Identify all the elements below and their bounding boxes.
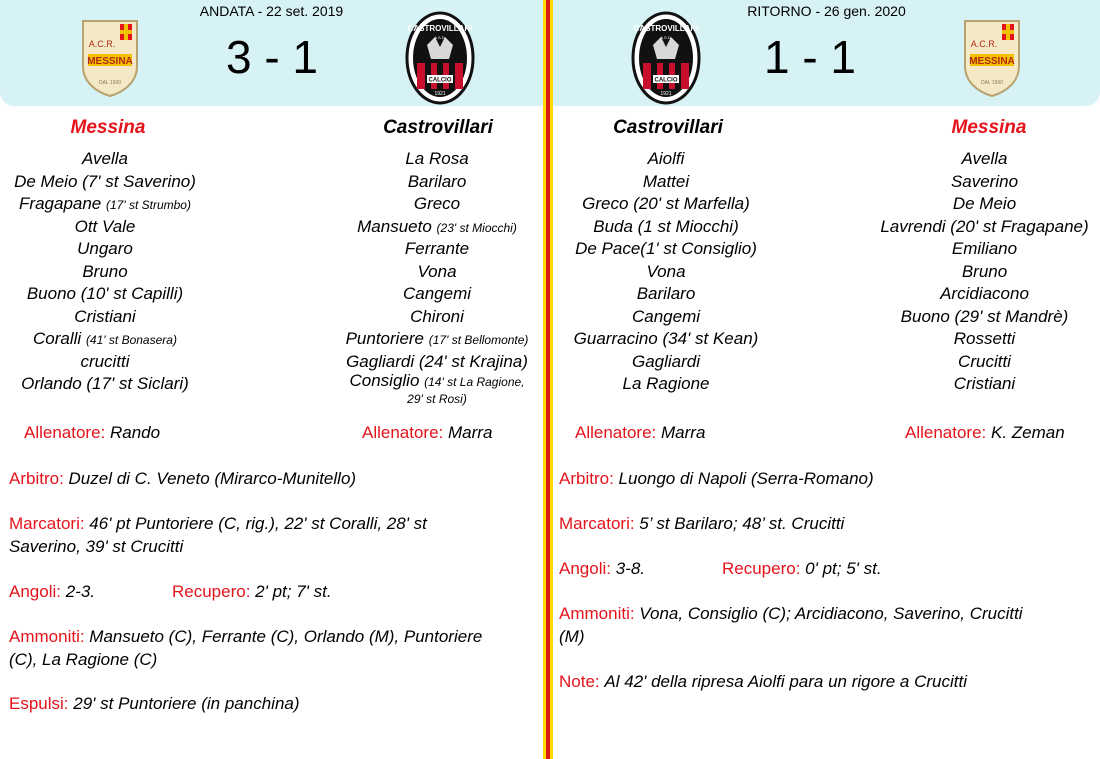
svg-text:1921: 1921 bbox=[434, 91, 446, 97]
player-item: Arcidiacono bbox=[940, 284, 1029, 303]
player-item: Barilaro bbox=[407, 171, 467, 191]
player-item: Ott Vale bbox=[74, 216, 136, 236]
messina-logo-icon bbox=[80, 18, 140, 98]
andata-away-lineup bbox=[326, 148, 548, 407]
ritorno-away-team-name: Messina bbox=[951, 117, 1027, 138]
andata-arbitro: Arbitro: Duzel di C. Veneto (Mirarco-Munitello) bbox=[9, 469, 357, 488]
svg-text:A.C.R.: A.C.R. bbox=[970, 39, 998, 49]
player-item: Buda (1 st Miocchi) bbox=[593, 216, 739, 236]
ritorno-home-coach bbox=[575, 423, 705, 443]
player-item: Orlando (17' st Siclari) bbox=[21, 374, 189, 393]
substitution-note: (41' st Bonasera) bbox=[85, 333, 177, 347]
player-item: Rossetti bbox=[953, 329, 1016, 348]
coach-name: Marra bbox=[448, 423, 493, 442]
player-item: Buono (29' st Mandrè) bbox=[900, 306, 1069, 326]
player-item: Cristiani bbox=[953, 374, 1016, 393]
svg-text:CALCIO: CALCIO bbox=[654, 77, 678, 84]
andata-recupero: Recupero: 2' pt; 7' st. bbox=[172, 582, 332, 601]
svg-text:A.S.D.: A.S.D. bbox=[660, 35, 672, 40]
substitution-note: (23' st Miocchi) bbox=[436, 220, 517, 235]
ritorno-home-lineup bbox=[553, 148, 779, 396]
player-item: Aiolfi bbox=[647, 149, 685, 168]
player-item: Cangemi bbox=[402, 284, 472, 303]
andata-title: ANDATA - 22 set. 2019 bbox=[199, 3, 344, 19]
substitution-note: (17' st Bellomonte) bbox=[428, 333, 529, 347]
ritorno-away-coach bbox=[905, 423, 1065, 443]
svg-text:CALCIO: CALCIO bbox=[428, 77, 452, 84]
castrovillari-logo-icon bbox=[631, 11, 701, 105]
ritorno-recupero: Recupero: 0' pt; 5' st. bbox=[722, 559, 882, 578]
player-item: Emiliano bbox=[951, 239, 1018, 258]
svg-text:A.S.D.: A.S.D. bbox=[434, 35, 446, 40]
player-item: Mansueto (23' st Miocchi) bbox=[357, 216, 517, 236]
ritorno-away-lineup bbox=[869, 148, 1100, 396]
andata-marcatori: Marcatori: 46' pt Puntoriere (C, rig.), 22' st Coralli, 28' st Saverino, 39' st Crucitti bbox=[9, 514, 427, 556]
substitution-note: 29' st Rosi) bbox=[407, 392, 467, 406]
andata-angoli: Angoli: 2-3. bbox=[9, 582, 95, 601]
messina-logo-icon bbox=[962, 18, 1022, 98]
coach-label: Allenatore: bbox=[24, 423, 110, 442]
andata-home-team-name: Messina bbox=[70, 117, 146, 138]
player-item: Cristiani bbox=[74, 306, 136, 326]
player-item: Greco (20' st Marfella) bbox=[582, 194, 750, 213]
substitution-note: (14' st La Ragione, bbox=[424, 375, 525, 389]
player-item: Guarracino (34' st Kean) bbox=[573, 329, 759, 348]
coach-name: K. Zeman bbox=[991, 423, 1065, 442]
player-item: Avella bbox=[961, 149, 1008, 168]
player-item: Barilaro bbox=[636, 284, 696, 303]
player-item: Buono (10' st Capilli) bbox=[26, 284, 184, 303]
coach-label: Allenatore: bbox=[362, 423, 448, 442]
player-item: La Rosa bbox=[405, 149, 469, 168]
ritorno-arbitro: Arbitro: Luongo di Napoli (Serra-Romano) bbox=[559, 469, 874, 488]
player-item: Greco bbox=[413, 194, 461, 213]
player-item: Saverino bbox=[950, 171, 1019, 191]
castrovillari-logo-icon bbox=[405, 11, 475, 105]
ritorno-title: RITORNO - 26 gen. 2020 bbox=[747, 3, 906, 19]
ritorno-panel bbox=[553, 0, 1100, 759]
player-item: De Meio bbox=[952, 194, 1017, 213]
andata-score: 3 - 1 bbox=[225, 31, 319, 83]
ritorno-note: Note: Al 42' della ripresa Aiolfi para un rigore a Crucitti bbox=[559, 672, 967, 691]
andata-away-coach bbox=[362, 423, 492, 443]
ritorno-angoli: Angoli: 3-8. bbox=[559, 559, 645, 578]
ritorno-header bbox=[553, 0, 1100, 106]
coach-name: Marra bbox=[661, 423, 706, 442]
andata-header bbox=[0, 0, 543, 106]
andata-ammoniti: Ammoniti: Mansueto (C), Ferrante (C), Orlando (M), Puntoriere (C), La Ragione (C) bbox=[9, 627, 483, 669]
andata-away-team-name: Castrovillari bbox=[383, 117, 493, 138]
player-item: Mattei bbox=[642, 171, 690, 191]
ritorno-home-team-name: Castrovillari bbox=[613, 117, 723, 138]
player-item: Consiglio (14' st La Ragione, 29' st Rosi) bbox=[349, 371, 525, 406]
player-item: Bruno bbox=[82, 261, 128, 281]
ritorno-marcatori: Marcatori: 5’ st Barilaro; 48’ st. Crucitti bbox=[559, 514, 845, 533]
svg-text:DAL 1900: DAL 1900 bbox=[980, 80, 1004, 86]
andata-espulsi: Espulsi: 29' st Puntoriere (in panchina) bbox=[9, 694, 300, 713]
player-item: Fragapane (17' st Strumbo) bbox=[19, 194, 191, 213]
svg-text:A.C.R.: A.C.R. bbox=[88, 39, 116, 49]
player-item: Coralli (41' st Bonasera) bbox=[33, 329, 177, 348]
player-item: Cangemi bbox=[631, 306, 701, 326]
player-item: Puntoriere (17' st Bellomonte) bbox=[345, 329, 529, 348]
player-item: Chironi bbox=[410, 306, 464, 326]
substitution-note: (17' st Strumbo) bbox=[105, 198, 191, 212]
player-item: Vona bbox=[646, 261, 686, 281]
player-item: Gagliardi (24' st Krajina) bbox=[346, 351, 528, 371]
player-item: De Pace(1' st Consiglio) bbox=[575, 239, 757, 258]
andata-home-coach bbox=[24, 423, 160, 443]
ritorno-ammoniti: Ammoniti: Vona, Consiglio (C); Arcidiacono, Saverino, Crucitti (M) bbox=[559, 604, 1023, 646]
svg-text:MESSINA: MESSINA bbox=[969, 56, 1015, 67]
player-item: De Meio (7' st Saverino) bbox=[14, 171, 196, 191]
player-item: La Ragione bbox=[622, 374, 710, 393]
svg-text:CASTROVILLARI: CASTROVILLARI bbox=[633, 24, 699, 33]
svg-text:MESSINA: MESSINA bbox=[87, 56, 133, 67]
ritorno-score: 1 - 1 bbox=[763, 31, 857, 83]
player-item: Avella bbox=[82, 149, 128, 168]
player-item: Crucitti bbox=[958, 351, 1011, 371]
player-item: Bruno bbox=[961, 261, 1008, 281]
svg-text:DAL 1900: DAL 1900 bbox=[98, 80, 122, 86]
player-item: Ungaro bbox=[77, 239, 133, 258]
andata-home-lineup bbox=[0, 148, 210, 396]
andata-panel bbox=[0, 0, 543, 759]
player-item: crucitti bbox=[80, 351, 130, 371]
svg-text:CASTROVILLARI: CASTROVILLARI bbox=[407, 24, 473, 33]
coach-label: Allenatore: bbox=[575, 423, 661, 442]
coach-label: Allenatore: bbox=[905, 423, 991, 442]
player-item: Ferrante bbox=[404, 239, 470, 258]
coach-name: Rando bbox=[110, 423, 161, 442]
player-item: Vona bbox=[417, 261, 457, 281]
svg-text:1921: 1921 bbox=[660, 91, 672, 97]
player-item: Lavrendi (20' st Fragapane) bbox=[880, 216, 1089, 236]
center-divider bbox=[543, 0, 553, 759]
player-item: Gagliardi bbox=[631, 351, 701, 371]
